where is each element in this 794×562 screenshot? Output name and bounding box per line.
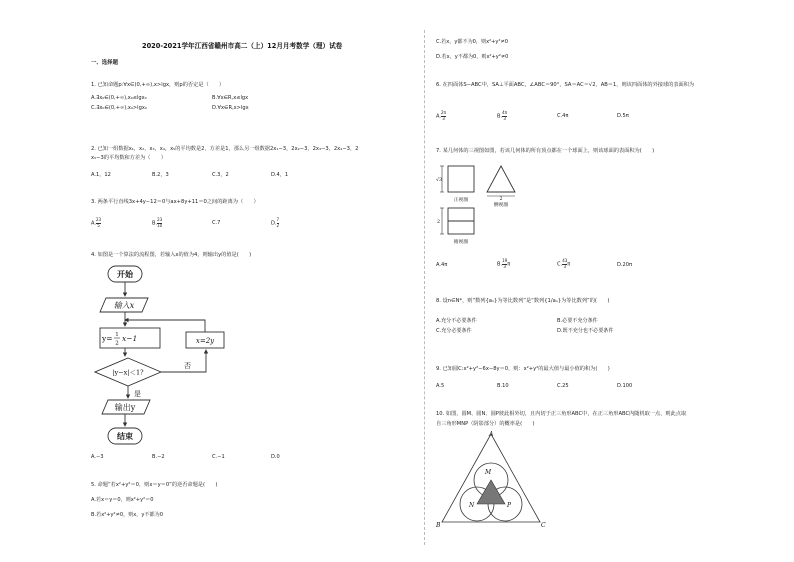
q5-option-a: A.若x＝y＝0，则x²+y²＝0 <box>91 497 154 503</box>
q3-option-d-numerator: 7 <box>276 217 280 222</box>
q6-option-d: D.5π <box>617 113 629 119</box>
section-heading: 一、选择题 <box>91 60 118 66</box>
flow-no-label: 否 <box>184 362 191 370</box>
q1-stem: 1. 已知命题p:∀x∈(0,+∞),x>lgx，则p的否定是（ ） <box>91 82 225 88</box>
flow-output-label: 输出y <box>114 403 136 412</box>
q2-option-a: A.1，12 <box>91 172 111 178</box>
q7-option-d: D.20π <box>617 262 633 268</box>
q6-option-a-denominator: 3 <box>442 115 445 121</box>
q2-option-d: D.4，1 <box>271 172 289 178</box>
q3-option-a <box>91 218 101 228</box>
flow-half-denominator: 2 <box>115 340 119 347</box>
top-view-height-label: 2 <box>437 220 441 225</box>
triangle-abc <box>442 434 540 522</box>
q3-option-d <box>271 218 279 228</box>
q3-option-b-letter: B. <box>152 220 158 227</box>
q2-option-b: B.2，3 <box>152 172 169 178</box>
q8-option-d: D.既不充分也不必要条件 <box>557 328 614 334</box>
vertex-a-label: A <box>489 431 494 438</box>
q10-stem-line2: 自三角形MNP（阴影部分）的概率是( ) <box>436 421 535 427</box>
q5-stem: 5. 命题“若x²+y²＝0，则x＝y＝0”的逆否命题是( ) <box>91 482 218 488</box>
q10-stem-line1: 10. 如图，圆M、圆N、圆P彼此相外切，且内切于正三角形ABC中，在正三角形ABC内随机取一点，则此点取 <box>436 411 687 417</box>
q4-stem: 4. 如图是一个算法的流程图，若输入x的值为4，则输出y的值是( ) <box>91 252 252 258</box>
flow-decision-label: |y−x|＜1? <box>112 368 144 377</box>
q6-option-a <box>436 111 446 121</box>
q4-option-a: A.−3 <box>91 454 104 460</box>
q2-option-c: C.3，2 <box>212 172 229 178</box>
vertex-b-label: B <box>436 522 441 529</box>
q7-option-a: A.4π <box>436 262 448 268</box>
q7-option-c-denominator: 3 <box>563 263 566 269</box>
shaded-triangle-mnp <box>477 480 505 504</box>
q1-option-c: C.∃x₀∈(0,+∞),x₀>lgx₀ <box>91 105 147 111</box>
q2-stem-line2: x₅−3的平均数和方差为（ ） <box>91 155 167 161</box>
q7-option-c-numerator: 43 <box>562 258 568 263</box>
q7-option-c-letter: C. <box>557 261 563 268</box>
q6-option-c: C.4π <box>557 113 569 119</box>
flow-assign-rest-label: x−1 <box>122 334 138 343</box>
q7-option-b-denominator: 3 <box>503 263 506 269</box>
q5-option-d: D.若x，y不都为0，则x²+y²≠0 <box>436 54 509 60</box>
column-divider <box>424 30 425 545</box>
q7-option-b-numerator: 19 <box>502 258 508 263</box>
q7-option-c-pi: π <box>567 261 571 268</box>
q3-option-b-denominator: 10 <box>157 222 163 228</box>
page-title: 2020-2021学年江西省赣州市高二（上）12月月考数学（理）试卷 <box>142 42 343 50</box>
q4-flowchart <box>94 262 244 448</box>
q7-three-views <box>436 158 536 250</box>
q9-stem: 9. 已知圆C:x²+y²−6x−8y＝0，则：x²+y²的最大值与最小值的积为( ) <box>436 366 610 372</box>
flow-assign-y-label: y= <box>102 334 113 343</box>
side-view-label: 侧视图 <box>493 203 509 208</box>
q3-option-b <box>152 218 162 228</box>
flow-input-label: 输入x <box>113 301 135 310</box>
q10-figure <box>434 430 548 530</box>
flow-end-label: 结束 <box>117 431 133 441</box>
q1-option-b: B.∀x∈R,x≤lgx <box>212 95 249 101</box>
q2-stem-line1: 2. 已知一组数据x₁，x₂，x₃，x₄，x₅的平均数是2，方差是1，那么另一组数据2x₁−3，2x₂−3，2x₃−3，2x₄−3，2 <box>91 146 359 152</box>
q5-option-b: B.若x²+y²≠0，则x，y不都为0 <box>91 512 163 518</box>
q6-option-b-numerator: 4π <box>502 110 508 115</box>
q9-option-c: C.25 <box>557 383 569 389</box>
side-view-triangle <box>487 166 515 192</box>
q7-option-c <box>557 259 570 269</box>
q8-option-a: A.充分不必要条件 <box>436 318 477 324</box>
q3-option-a-denominator: 5 <box>97 222 100 228</box>
flow-assign-x-label: x=2y <box>195 337 215 345</box>
flow-half-numerator: 1 <box>115 332 119 338</box>
front-view-square <box>448 166 474 192</box>
q3-option-a-letter: A. <box>91 220 97 227</box>
front-view-label: 正视图 <box>453 198 469 203</box>
q3-option-a-numerator: 23 <box>96 217 102 222</box>
q6-option-b <box>497 111 507 121</box>
q1-option-a: A.∃x₀∈(0,+∞),x₀≤lgx₀ <box>91 95 147 101</box>
center-p-label: P <box>507 502 512 509</box>
front-view-height-label: √3 <box>436 178 443 183</box>
q6-stem: 6. 在四面体S−ABC中，SA⊥平面ABC，∠ABC＝90°，SA＝AC＝√2，AB＝1，则该四面体的外接球的表面积为 <box>436 82 695 88</box>
q1-option-d: D.∀x∈R,x>lgx <box>212 105 249 111</box>
q7-option-b <box>497 259 510 269</box>
q8-stem: 8. 设n∈N*，则“数列{aₙ}为等比数列”是“数列{1/aₙ}为等比数列”的( ) <box>436 298 610 304</box>
center-m-label: M <box>485 469 492 476</box>
q6-option-b-denominator: 3 <box>503 115 506 121</box>
top-view-label: 俯视图 <box>453 240 469 245</box>
q9-option-a: A.5 <box>436 383 445 389</box>
flow-yes-label: 是 <box>134 390 141 398</box>
q3-option-d-letter: D. <box>271 220 277 227</box>
q7-stem: 7. 某几何体的三视图如图，若该几何体的所有顶点都在一个球面上，则该球面的表面积为( ) <box>436 148 655 154</box>
q9-option-d: D.100 <box>617 383 633 389</box>
q4-option-b: B.−2 <box>152 454 165 460</box>
side-view-width-label: 2 <box>499 197 503 202</box>
q3-stem: 3. 两条平行直线3x+4y−12＝0与ax+8y+11＝0之间的距离为（ ） <box>91 199 259 205</box>
q7-option-b-pi: π <box>507 261 511 268</box>
q3-option-d-denominator: 2 <box>276 222 280 228</box>
q8-option-b: B.必要不充分条件 <box>557 318 598 324</box>
q3-option-c: C.7 <box>212 220 221 226</box>
flow-start-label: 开始 <box>117 269 133 279</box>
q9-option-b: B.10 <box>497 383 509 389</box>
q4-option-d: D.0 <box>271 454 280 460</box>
q7-option-b-letter: B. <box>497 261 503 268</box>
q6-option-a-numerator: 2π <box>441 110 446 115</box>
q6-option-a-letter: A. <box>436 113 442 120</box>
q8-option-c: C.充分必要条件 <box>436 328 472 334</box>
center-n-label: N <box>469 502 475 509</box>
q4-option-c: C.−1 <box>212 454 225 460</box>
q5-option-c: C.若x，y都不为0，则x²+y²≠0 <box>436 39 508 45</box>
q6-option-b-letter: B. <box>497 113 503 120</box>
vertex-c-label: C <box>541 522 546 529</box>
q3-option-b-numerator: 23 <box>157 217 163 222</box>
